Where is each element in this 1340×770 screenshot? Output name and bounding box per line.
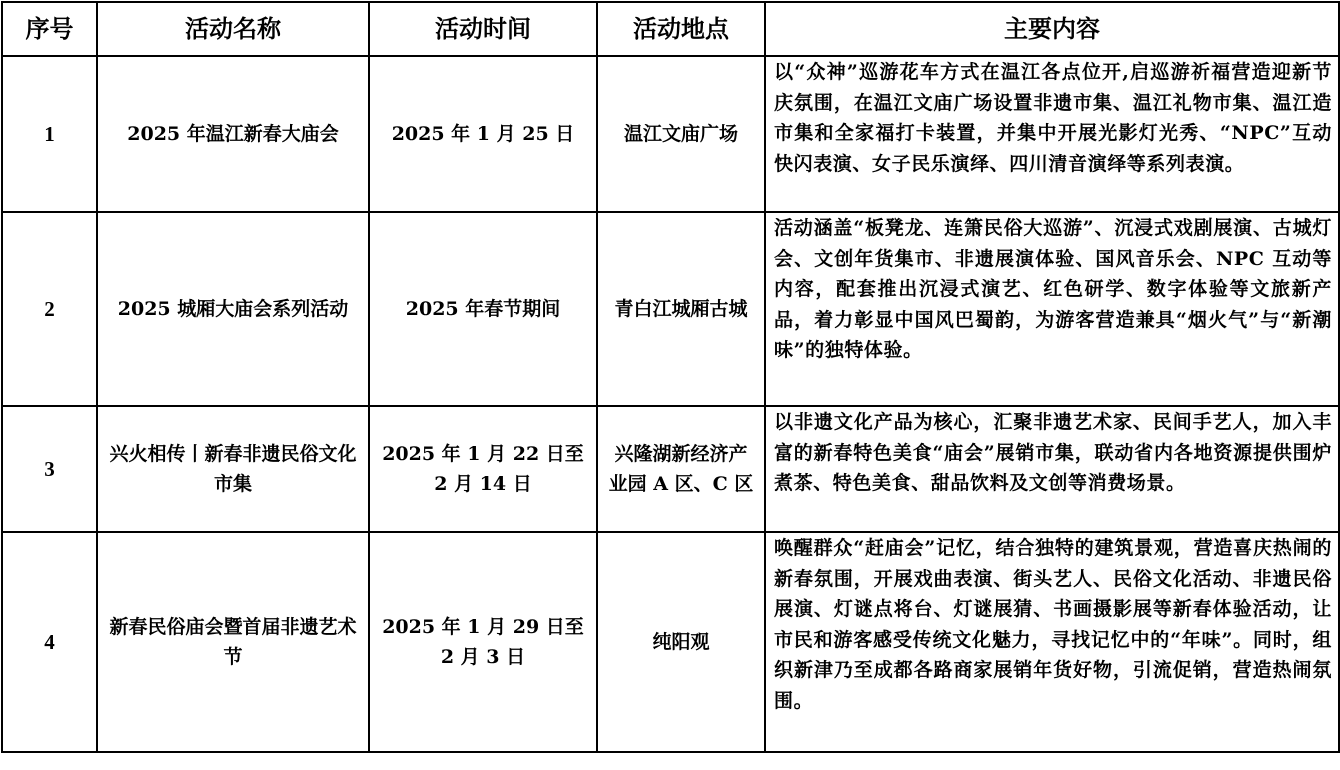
activity-place: 兴隆湖新经济产业园 A 区、C 区 xyxy=(597,406,765,532)
header-row xyxy=(2,2,1339,56)
activity-time: 2025 年春节期间 xyxy=(369,212,597,406)
table-row xyxy=(2,212,1339,406)
activity-content: 活动涵盖“板凳龙、连箫民俗大巡游”、沉浸式戏剧展演、古城灯会、文创年货集市、非遗展演体验、国风音乐会、NPC 互动等内容，配套推出沉浸式演艺、红色研学、数字体验等文旅新产品，着力彰显中国风巴蜀韵，为游客营造兼具“烟火气”与“新潮味”的独特体验。 xyxy=(765,212,1339,406)
activity-place: 纯阳观 xyxy=(597,532,765,752)
header-activity-time: 活动时间 xyxy=(369,2,597,56)
activity-table xyxy=(1,1,1340,753)
table-row xyxy=(2,532,1339,752)
activity-time: 2025 年 1 月 25 日 xyxy=(369,56,597,212)
header-activity-place: 活动地点 xyxy=(597,2,765,56)
table-row xyxy=(2,56,1339,212)
row-number: 4 xyxy=(2,532,97,752)
activity-name: 2025 城厢大庙会系列活动 xyxy=(97,212,369,406)
activity-place: 青白江城厢古城 xyxy=(597,212,765,406)
activity-place: 温江文庙广场 xyxy=(597,56,765,212)
activity-name: 兴火相传丨新春非遗民俗文化市集 xyxy=(97,406,369,532)
row-number: 2 xyxy=(2,212,97,406)
header-main-content: 主要内容 xyxy=(765,2,1339,56)
row-number: 1 xyxy=(2,56,97,212)
activity-time: 2025 年 1 月 29 日至 2 月 3 日 xyxy=(369,532,597,752)
activity-name: 新春民俗庙会暨首届非遗艺术节 xyxy=(97,532,369,752)
header-activity-name: 活动名称 xyxy=(97,2,369,56)
activity-name: 2025 年温江新春大庙会 xyxy=(97,56,369,212)
activity-time: 2025 年 1 月 22 日至 2 月 14 日 xyxy=(369,406,597,532)
activity-content: 以“众神”巡游花车方式在温江各点位开,启巡游祈福营造迎新节庆氛围，在温江文庙广场设置非遗市集、温江礼物市集、温江造市集和全家福打卡装置，并集中开展光影灯光秀、“NPC”互动快闪表演、女子民乐演绎、四川清音演绎等系列表演。 xyxy=(765,56,1339,212)
row-number: 3 xyxy=(2,406,97,532)
table-row xyxy=(2,406,1339,532)
activity-content: 唤醒群众“赶庙会”记忆，结合独特的建筑景观，营造喜庆热闹的新春氛围，开展戏曲表演、街头艺人、民俗文化活动、非遗民俗展演、灯谜点将台、灯谜展猜、书画摄影展等新春体验活动，让市民和游客感受传统文化魅力，寻找记忆中的“年味”。同时，组织新津乃至成都各路商家展销年货好物，引流促销，营造热闹氛围。 xyxy=(765,532,1339,752)
activity-content: 以非遗文化产品为核心，汇聚非遗艺术家、民间手艺人，加入丰富的新春特色美食“庙会”展销市集，联动省内各地资源提供围炉煮茶、特色美食、甜品饮料及文创等消费场景。 xyxy=(765,406,1339,532)
header-number: 序号 xyxy=(2,2,97,56)
